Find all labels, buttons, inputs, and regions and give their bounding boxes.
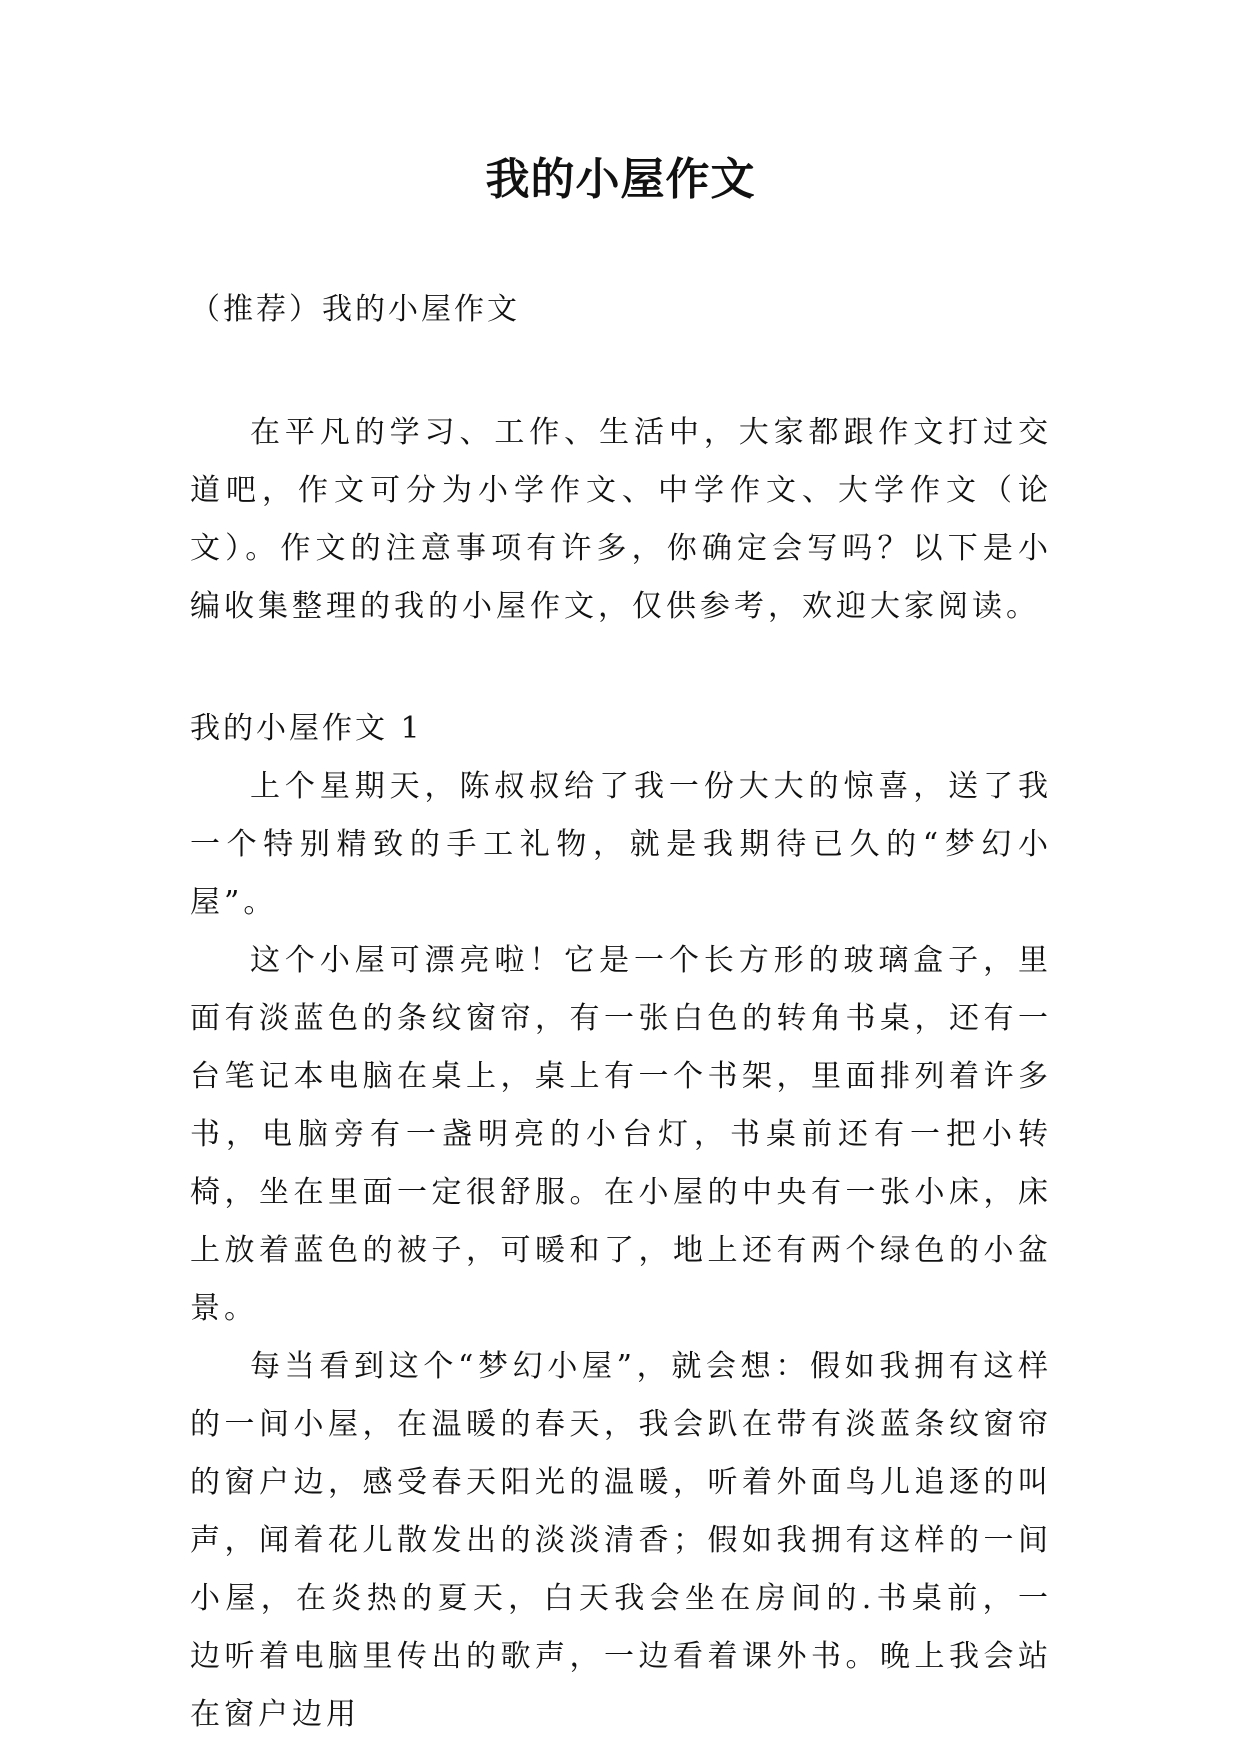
body-paragraph-3: 每当看到这个“梦幻小屋”，就会想：假如我拥有这样的一间小屋，在温暖的春天，我会趴在带有淡蓝条纹窗帘的窗户边，感受春天阳光的温暖，听着外面鸟儿追逐的叫声，闻着花儿散发出的淡淡清香；假如我拥有这样的一间小屋，在炎热的夏天，白天我会坐在房间的.书桌前，一边听着电脑里传出的歌声，一边看着课外书。晚上我会站在窗户边用 <box>190 1349 1052 1732</box>
body-paragraph-1: 上个星期天，陈叔叔给了我一份大大的惊喜，送了我一个特别精致的手工礼物，就是我期待已久的“梦幻小屋”。 <box>190 769 1052 920</box>
intro-block <box>190 404 1052 636</box>
intro-paragraph: 在平凡的学习、工作、生活中，大家都跟作文打过交道吧，作文可分为小学作文、中学作文、大学作文（论文）。作文的注意事项有许多，你确定会写吗？以下是小编收集整理的我的小屋作文，仅供参考，欢迎大家阅读。 <box>190 415 1052 624</box>
document-subtitle: （推荐）我的小屋作文 <box>190 292 520 327</box>
body-text-block <box>190 758 1052 1744</box>
body-paragraph-2: 这个小屋可漂亮啦！它是一个长方形的玻璃盒子，里面有淡蓝色的条纹窗帘，有一张白色的转角书桌，还有一台笔记本电脑在桌上，桌上有一个书架，里面排列着许多书，电脑旁有一盏明亮的小台灯，书桌前还有一把小转椅，坐在里面一定很舒服。在小屋的中央有一张小床，床上放着蓝色的被子，可暖和了，地上还有两个绿色的小盆景。 <box>190 943 1052 1326</box>
document-title: 我的小屋作文 <box>485 154 756 205</box>
section-heading: 我的小屋作文 1 <box>190 711 423 746</box>
